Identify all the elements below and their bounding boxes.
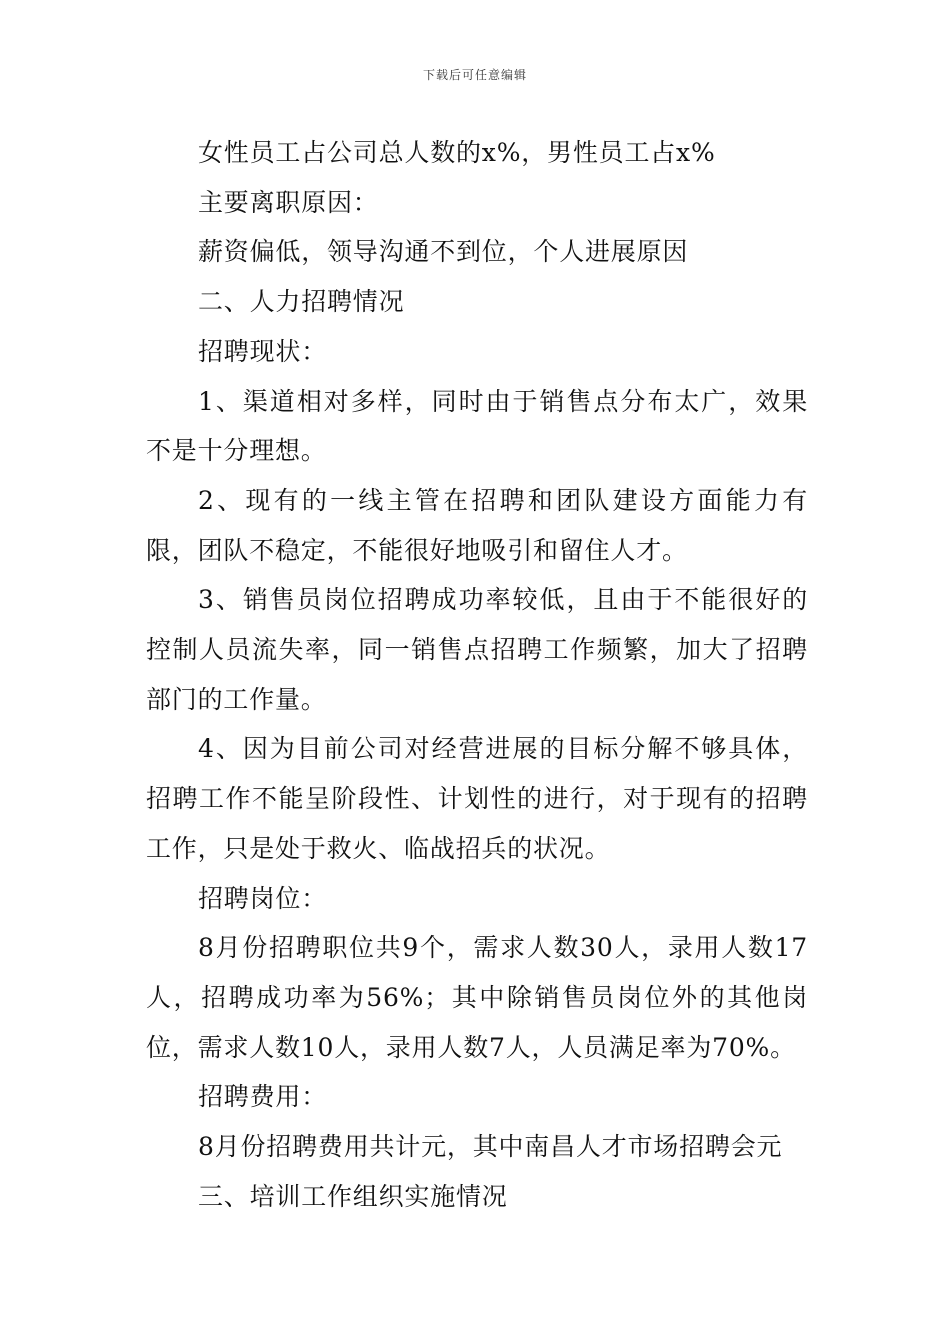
paragraph-gender-ratio: 女性员工占公司总人数的x%，男性员工占x%: [198, 138, 716, 167]
paragraph-cost-detail: 8月份招聘费用共计元，其中南昌人才市场招聘会元: [198, 1132, 783, 1162]
document-body: [146, 128, 808, 1221]
paragraph-positions-label: 招聘岗位：: [198, 883, 328, 913]
paragraph-resignation-reasons-label: 主要离职原因：: [198, 187, 379, 217]
section-heading-recruitment: 二、人力招聘情况: [198, 287, 405, 317]
list-item-3: 3、销售员岗位招聘成功率较低，且由于不能很好的控制人员流失率，同一销售点招聘工作频繁，加大了招聘部门的工作量。: [146, 585, 808, 714]
list-item-4: 4、因为目前公司对经营进展的目标分解不够具体，招聘工作不能呈阶段性、计划性的进行，对于现有的招聘工作，只是处于救火、临战招兵的状况。: [146, 734, 808, 863]
page-header-note: 下载后可任意编辑: [422, 68, 527, 82]
list-item-2: 2、现有的一线主管在招聘和团队建设方面能力有限，团队不稳定，不能很好地吸引和留住人才。: [146, 485, 808, 565]
section-heading-training: 三、培训工作组织实施情况: [198, 1181, 508, 1211]
list-item-1: 1、渠道相对多样，同时由于销售点分布太广，效果不是十分理想。: [146, 386, 808, 466]
paragraph-recruitment-status-label: 招聘现状：: [198, 336, 328, 366]
paragraph-resignation-reasons: 薪资偏低，领导沟通不到位，个人进展原因: [198, 237, 689, 267]
paragraph-cost-label: 招聘费用：: [198, 1082, 328, 1112]
paragraph-positions-detail: 8月份招聘职位共9个，需求人数30人，录用人数17人，招聘成功率为56%；其中除销售员岗位外的其他岗位，需求人数10人，录用人数7人，人员满足率为70%。: [146, 933, 808, 1062]
